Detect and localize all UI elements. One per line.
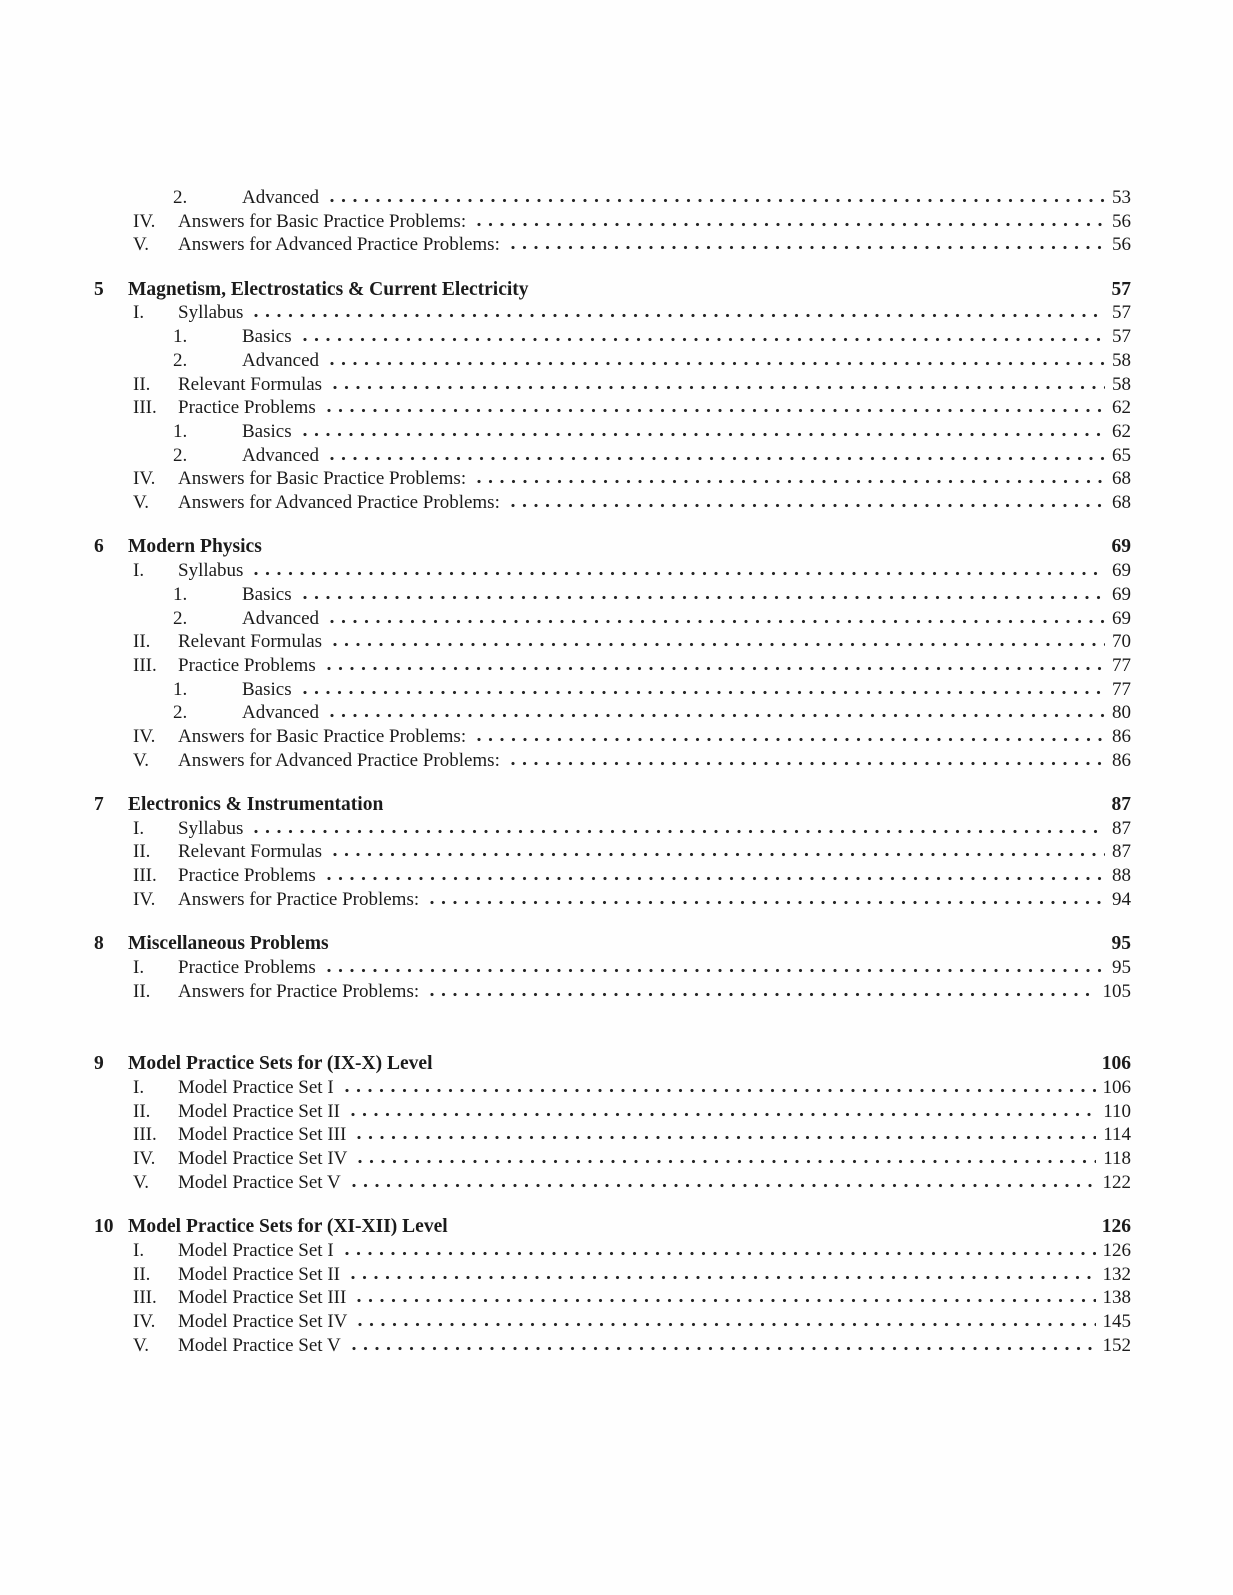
toc-entry [94,349,1131,373]
entry-label: Basics [242,678,292,700]
entry-label: Syllabus [178,560,244,582]
entry-label: Practice Problems [178,865,316,887]
entry-number: V. [133,749,150,771]
entry-label: Model Practice Set III [178,1124,347,1146]
entry-label: Model Practice Sets for (XI-XII) Level [128,1216,448,1238]
dot-leader [330,198,1105,203]
entry-page-number: 77 [1112,678,1131,700]
entry-number: IV. [133,1148,156,1170]
entry-label: Practice Problems [178,654,316,676]
entry-number: 2. [173,444,188,466]
entry-number: V. [133,234,150,256]
entry-page-number: 58 [1112,349,1131,371]
toc-entry [94,630,1131,654]
entry-label: Answers for Advanced Practice Problems: [178,492,500,514]
toc-chapter-entry [94,932,1131,956]
entry-page-number: 122 [1102,1171,1131,1193]
toc-entry [94,373,1131,397]
entry-label: Basics [242,583,292,605]
dot-leader [254,313,1105,318]
entry-page-number: 62 [1112,397,1131,419]
toc-entry [94,491,1131,515]
entry-number: V. [133,1171,150,1193]
entry-page-number: 87 [1112,841,1131,863]
entry-number: 2. [173,607,188,629]
dot-leader [330,456,1105,461]
dot-leader [477,479,1105,484]
entry-page-number: 68 [1112,492,1131,514]
toc-entry [94,888,1131,912]
dot-leader [352,1183,1096,1188]
entry-page-number: 56 [1112,234,1131,256]
entry-number: I. [133,1077,145,1098]
toc-entry [94,654,1131,678]
entry-label: Advanced [242,607,320,629]
toc-entry [94,1076,1131,1100]
toc-entry [94,678,1131,702]
entry-number: 1. [173,583,188,605]
dot-leader [254,571,1105,576]
dot-leader [345,1088,1096,1093]
dot-leader [358,1322,1095,1327]
dot-leader [358,1159,1096,1164]
dot-leader [444,1064,1095,1069]
entry-page-number: 132 [1102,1263,1131,1285]
entry-page-number: 69 [1111,536,1131,558]
entry-page-number: 118 [1103,1148,1131,1170]
toc-entry [94,701,1131,725]
entry-page-number: 95 [1112,956,1131,978]
entry-number: 6 [94,536,104,558]
entry-label: Advanced [242,187,320,208]
dot-leader [333,385,1105,390]
entry-number: III. [133,397,157,419]
entry-label: Syllabus [178,817,244,839]
entry-page-number: 138 [1102,1287,1131,1309]
entry-page-number: 105 [1102,980,1131,1002]
dot-leader [351,1275,1096,1280]
entry-number: IV. [133,468,156,490]
dot-leader [511,503,1105,508]
entry-page-number: 86 [1112,749,1131,771]
entry-page-number: 94 [1112,888,1131,910]
toc-entry [94,1123,1131,1147]
dot-leader [330,713,1105,718]
entry-label: Answers for Basic Practice Problems: [178,468,467,490]
entry-label: Answers for Basic Practice Problems: [178,726,467,748]
entry-page-number: 145 [1102,1310,1131,1332]
entry-page-number: 57 [1111,278,1131,300]
dot-leader [357,1135,1096,1140]
toc-entry [94,559,1131,583]
entry-label: Syllabus [178,302,244,324]
toc-chapter-entry [94,793,1131,817]
toc-entry [94,607,1131,631]
entry-label: Advanced [242,702,320,724]
entry-page-number: 152 [1102,1334,1131,1356]
entry-label: Model Practice Set V [178,1334,341,1356]
entry-number: II. [133,980,151,1002]
dot-leader [430,900,1105,905]
entry-label: Advanced [242,444,320,466]
toc-entry [94,325,1131,349]
entry-number: 5 [94,278,104,300]
entry-label: Answers for Advanced Practice Problems: [178,234,500,256]
entry-label: Basics [242,420,292,442]
entry-label: Model Practice Set II [178,1263,340,1285]
entry-number: V. [133,492,150,514]
toc-entry [94,1263,1131,1287]
entry-label: Model Practice Set I [178,1077,334,1098]
toc-chapter-entry [94,278,1131,302]
entry-number: III. [133,865,157,887]
entry-number: II. [133,1100,151,1122]
entry-number: I. [133,956,145,978]
dot-leader [351,1112,1096,1117]
entry-label: Model Practice Set I [178,1239,334,1261]
toc-chapter-entry [94,535,1131,559]
toc-entry [94,210,1131,234]
toc-entry [94,467,1131,491]
entry-page-number: 62 [1112,420,1131,442]
entry-label: Model Practice Set V [178,1171,341,1193]
entry-number: I. [133,560,145,582]
dot-leader [330,361,1105,366]
dot-leader [459,1227,1095,1232]
dot-leader [333,642,1105,647]
entry-page-number: 95 [1111,933,1131,955]
entry-label: Model Practice Set II [178,1100,340,1122]
toc-entry [94,864,1131,888]
toc-entry [94,1147,1131,1171]
entry-label: Answers for Practice Problems: [178,888,420,910]
entry-page-number: 65 [1112,444,1131,466]
toc-entry [94,301,1131,325]
entry-number: V. [133,1334,150,1356]
entry-label: Model Practice Sets for (IX-X) Level [128,1053,433,1075]
toc-chapter-entry [94,1052,1131,1076]
entry-label: Practice Problems [178,397,316,419]
entry-label: Model Practice Set IV [178,1310,348,1332]
toc-entry [94,749,1131,773]
entry-label: Model Practice Set IV [178,1148,348,1170]
entry-label: Relevant Formulas [178,631,323,653]
entry-number: 2. [173,349,188,371]
entry-label: Model Practice Set III [178,1287,347,1309]
toc-entry [94,444,1131,468]
entry-page-number: 114 [1103,1124,1131,1146]
toc-entry [94,420,1131,444]
entry-number: 2. [173,702,188,724]
entry-number: III. [133,654,157,676]
entry-number: 2. [173,187,188,208]
entry-number: III. [133,1287,157,1309]
entry-number: IV. [133,210,156,232]
entry-page-number: 58 [1112,373,1131,395]
dot-leader [303,595,1105,600]
entry-label: Relevant Formulas [178,841,323,863]
entry-page-number: 87 [1112,817,1131,839]
entry-label: Answers for Advanced Practice Problems: [178,749,500,771]
dot-leader [540,290,1105,295]
entry-number: I. [133,302,145,324]
entry-label: Basics [242,326,292,348]
dot-leader [330,619,1105,624]
entry-number: IV. [133,888,156,910]
toc-entry [94,1286,1131,1310]
toc-entry [94,186,1131,210]
dot-leader [477,737,1105,742]
entry-page-number: 56 [1112,210,1131,232]
dot-leader [333,852,1105,857]
entry-page-number: 68 [1112,468,1131,490]
dot-leader [430,992,1095,997]
entry-number: II. [133,631,151,653]
toc-entry [94,817,1131,841]
entry-page-number: 69 [1112,560,1131,582]
dot-leader [394,805,1104,810]
entry-label: Magnetism, Electrostatics & Current Electricity [128,278,529,300]
toc-entry [94,1310,1131,1334]
toc-entry [94,396,1131,420]
dot-leader [327,408,1105,413]
entry-page-number: 57 [1112,326,1131,348]
dot-leader [357,1298,1095,1303]
entry-label: Answers for Basic Practice Problems: [178,210,467,232]
entry-number: 10 [94,1216,114,1238]
entry-page-number: 53 [1112,187,1131,208]
entry-label: Practice Problems [178,956,316,978]
entry-page-number: 57 [1112,302,1131,324]
dot-leader [303,337,1105,342]
dot-leader [511,245,1105,250]
entry-number: 8 [94,933,104,955]
entry-number: II. [133,373,151,395]
entry-number: 7 [94,794,104,816]
dot-leader [340,944,1105,949]
toc-entry [94,980,1131,1004]
entry-page-number: 110 [1103,1100,1131,1122]
entry-page-number: 87 [1111,794,1131,816]
dot-leader [345,1251,1096,1256]
toc-entry [94,1334,1131,1358]
entry-page-number: 88 [1112,865,1131,887]
toc-entry [94,583,1131,607]
entry-number: I. [133,1239,145,1261]
entry-page-number: 126 [1102,1239,1131,1261]
entry-label: Modern Physics [128,536,262,558]
toc-entry [94,725,1131,749]
dot-leader [273,547,1105,552]
dot-leader [511,761,1105,766]
entry-label: Advanced [242,349,320,371]
dot-leader [254,829,1105,834]
entry-number: 1. [173,420,188,442]
toc-entry [94,1171,1131,1195]
entry-number: I. [133,817,145,839]
toc-entry [94,840,1131,864]
entry-page-number: 86 [1112,726,1131,748]
entry-page-number: 80 [1112,702,1131,724]
dot-leader [327,968,1105,973]
entry-page-number: 126 [1101,1216,1131,1238]
entry-page-number: 70 [1112,631,1131,653]
entry-page-number: 69 [1112,583,1131,605]
entry-page-number: 69 [1112,607,1131,629]
entry-page-number: 106 [1102,1077,1131,1098]
entry-label: Answers for Practice Problems: [178,980,420,1002]
dot-leader [352,1346,1096,1351]
dot-leader [327,666,1105,671]
entry-page-number: 106 [1101,1053,1131,1075]
entry-label: Electronics & Instrumentation [128,794,384,816]
entry-label: Relevant Formulas [178,373,323,395]
toc-chapter-entry [94,1215,1131,1239]
entry-number: IV. [133,1310,156,1332]
dot-leader [327,876,1105,881]
entry-label: Miscellaneous Problems [128,933,329,955]
entry-number: III. [133,1124,157,1146]
entry-number: II. [133,1263,151,1285]
toc-entry [94,233,1131,257]
entry-number: II. [133,841,151,863]
entry-number: 9 [94,1053,104,1075]
entry-number: IV. [133,726,156,748]
entry-number: 1. [173,678,188,700]
toc-entry [94,1100,1131,1124]
dot-leader [477,222,1105,227]
dot-leader [303,690,1105,695]
dot-leader [303,432,1105,437]
entry-number: 1. [173,326,188,348]
toc-entry [94,956,1131,980]
toc-entry [94,1239,1131,1263]
entry-page-number: 77 [1112,654,1131,676]
